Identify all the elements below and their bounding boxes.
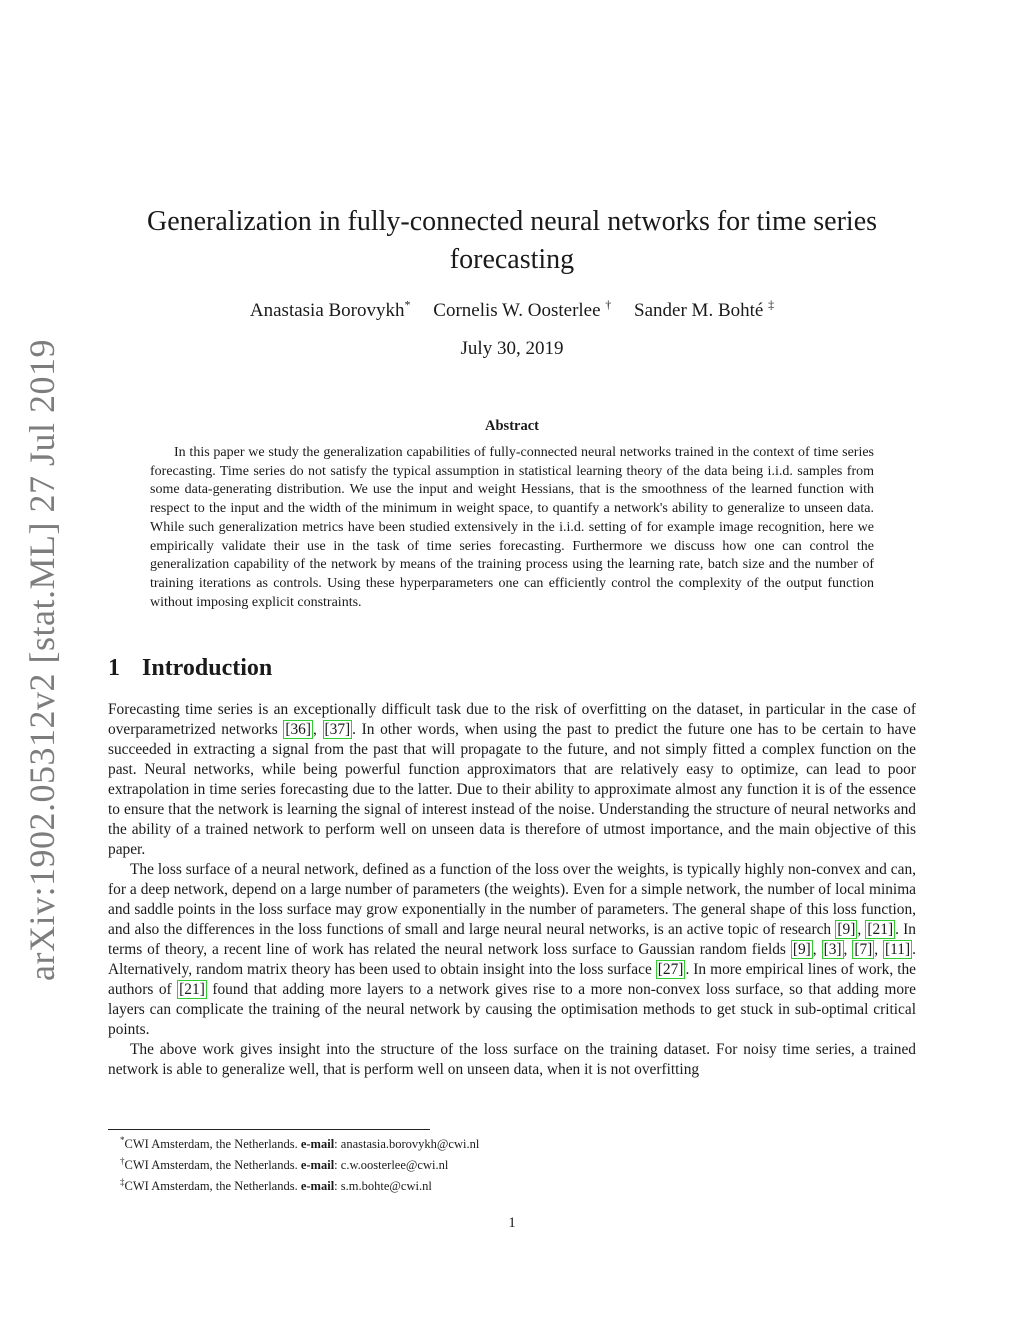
author-name: Cornelis W. Oosterlee [433,300,601,322]
text-run: . Alternatively, random matrix theory has been used to obtain insight into the loss surface [108,941,916,978]
text-run: , [812,941,822,958]
citation-link[interactable]: [7] [854,941,873,958]
footnote-affiliation: CWI Amsterdam, the Netherlands. [124,1158,301,1173]
section-number: 1 [108,655,120,681]
text-run: , [857,921,866,938]
author-name: Anastasia Borovykh [249,300,405,322]
footnote-email-label: e-mail [300,1179,335,1194]
introduction-body [108,700,916,1080]
footnote-email: : c.w.oosterlee@cwi.nl [334,1158,449,1173]
text-run: . In more empirical lines of work, the authors of [108,961,916,998]
author-name: Sander M. Bohté [634,300,764,322]
text-run: Forecasting time series is an exceptionally difficult task due to the risk of overfitting on the dataset, in particular in the case of overparametrized networks [108,701,916,738]
text-run: The loss surface of a neural network, defined as a function of the loss over the weights, is typically highly non-convex and can, for a deep network, depend on a large number of parameters (the weights). Even for a simple network, the number of local minima and saddle points in the loss surface may grow exponentially in the number of parameters. The general shape of this loss function, and also the differences in the loss functions of small and large neural neural networks, is an active topic of research [108,861,916,938]
arxiv-identifier: arXiv:1902.05312v2 [stat.ML] 27 Jul 2019 [22,339,62,981]
footnote [120,1153,900,1174]
footnote [120,1132,900,1153]
footnote-mark: * [120,1135,125,1145]
footnotes [120,1132,900,1195]
citation-link[interactable]: [36] [285,721,312,738]
footnote-email: : anastasia.borovykh@cwi.nl [334,1137,480,1152]
abstract-text: In this paper we study the generalization capabilities of fully-connected neural networks trained in the context of time series forecasting. Time series do not satisfy the typical assumption in statistical learning theory of the data being i.i.d. samples from some data-generating distribution. We use the input and weight Hessians, that is the smoothness of the learned function with respect to the input and the width of the minimum in weight space, to quantify a network's ability to generalize to unseen data. While such generalization metrics have been studied extensively in the i.i.d. setting of for example image recognition, here we empirically validate their use in the task of time series forecasting. Furthermore we discuss how one can control the generalization capability of the network by means of the training process using the learning rate, batch size and the number of training iterations as controls. Using these hyperparameters one can efficiently control the complexity of the output function without imposing explicit constraints. [150,445,874,610]
text-run: . In other words, when using the past to predict the future one has to be certain to have succeeded in extracting a signal from the past that will propagate to the future, and not simply fitted a complex function on the past. Neural networks, while being powerful function approximators that are relatively easy to optimize, can lead to poor extrapolation in time series forecasting due to the latter. Due to their ability to approximate almost any function it is of the essence to ensure that the network is learning the signal of interest instead of the noise. Understanding the structure of neural networks and the ability of a trained network to perform well on unseen data is therefore of utmost importance, and the main objective of this paper. [108,721,916,858]
text-run: , [874,941,884,958]
arxiv-side-stamp [14,339,70,981]
footnote-email-label: e-mail [300,1137,335,1152]
abstract-heading: Abstract [485,418,539,434]
section-title: Introduction [142,655,273,681]
citation-link[interactable]: [21] [179,981,205,998]
citation-link[interactable]: [9] [792,941,811,958]
footnote-mark: ‡ [120,1177,125,1188]
author-footnote-mark: ‡ [768,298,775,312]
section-heading [108,655,272,682]
citation-link[interactable]: [11] [885,941,911,958]
citation-link[interactable]: [37] [324,721,351,738]
author-footnote-mark: † [605,298,612,312]
footnote-divider [108,1129,430,1130]
footnote [120,1174,900,1195]
citation-link[interactable]: [3] [823,941,842,958]
citation-link[interactable]: [9] [837,921,856,938]
citation-link[interactable]: [21] [867,921,894,938]
paragraph [108,700,916,860]
text-run: , [843,941,853,958]
citation-link[interactable]: [27] [657,961,684,978]
author-list [120,298,904,322]
author [634,300,774,321]
text-run: found that adding more layers to a network gives rise to a more non-convex loss surface, so that adding more layers can complicate the training of the neural network by causing the optimisation methods to get stuck in sub-optimal critical points. [108,981,916,1038]
author [433,300,611,321]
footnote-affiliation: CWI Amsterdam, the Netherlands. [124,1179,301,1194]
paragraph: The above work gives insight into the structure of the loss surface on the training dataset. For noisy time series, a trained network is able to generalize well, that is perform well on unseen data, when it is not overfitting [108,1041,916,1078]
paper-title: Generalization in fully-connected neural networks for time series forecasting [146,206,878,275]
text-run: , [313,721,323,738]
paragraph [108,860,916,1040]
author [250,300,411,321]
author-footnote-mark: * [404,298,411,312]
footnote-email-label: e-mail [300,1158,335,1173]
footnote-email: : s.m.bohte@cwi.nl [334,1179,432,1194]
footnote-mark: † [120,1156,125,1167]
text-run: . In terms of theory, a recent line of work has related the neural network loss surface to Gaussian random fields [108,921,916,958]
footnote-affiliation: CWI Amsterdam, the Netherlands. [124,1137,301,1152]
paper-date: July 30, 2019 [460,338,564,359]
page-number: 1 [508,1215,516,1231]
